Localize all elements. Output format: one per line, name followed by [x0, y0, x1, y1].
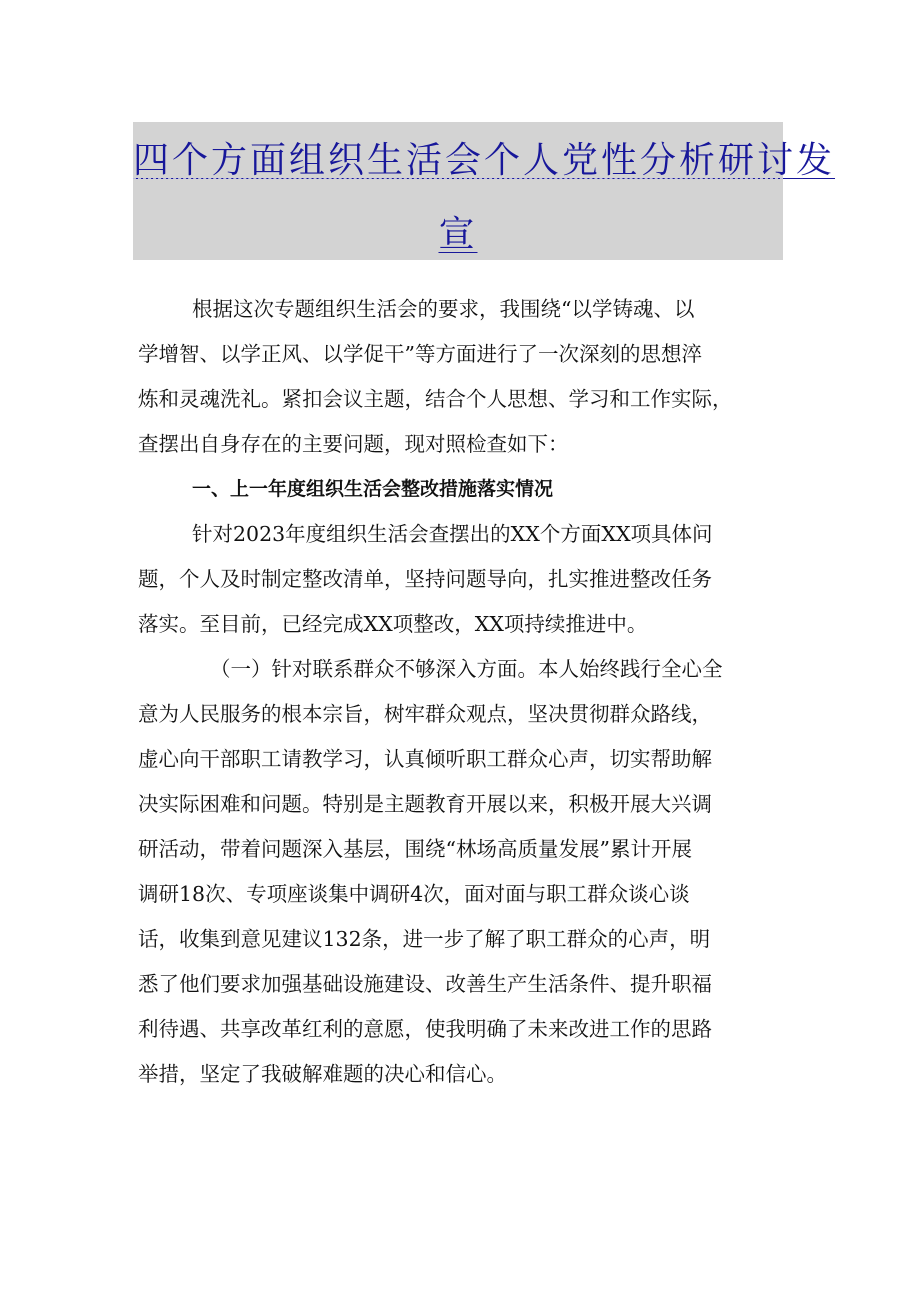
intro-line: 根据这次专题组织生活会的要求，我围绕“以学铸魂、以	[192, 297, 695, 321]
section-paragraph-line: 落实。至目前，已经完成XX项整改，XX项持续推进中。	[138, 612, 648, 636]
subsection-paragraph-line: 虚心向干部职工请教学习，认真倾听职工群众心声，切实帮助解	[138, 747, 712, 771]
document-body	[138, 287, 786, 1097]
document-title-line-1: 四个方面组织生活会个人党性分析研讨发	[133, 140, 836, 181]
subsection-paragraph-line: 调研18次、专项座谈集中调研4次，面对面与职工群众谈心谈	[138, 882, 690, 906]
intro-line: 学增智、以学正风、以学促干”等方面进行了一次深刻的思想淬	[138, 342, 702, 366]
intro-line: 查摆出自身存在的主要问题，现对照检查如下：	[138, 432, 569, 456]
title-divider	[133, 178, 783, 179]
subsection-paragraph-line: 研活动，带着问题深入基层，围绕“林场高质量发展”累计开展	[138, 837, 692, 861]
intro-line: 炼和灵魂洗礼。紧扣会议主题，结合个人思想、学习和工作实际，	[138, 387, 733, 411]
section-paragraph-line: 题，个人及时制定整改清单，坚持问题导向，扎实推进整改任务	[138, 567, 712, 591]
subsection-paragraph-line: （一）针对联系群众不够深入方面。本人始终践行全心全	[210, 657, 723, 681]
document-title-line-2: 宣	[438, 214, 478, 255]
subsection-paragraph-line: 话，收集到意见建议132条，进一步了解了职工群众的心声，明	[138, 927, 711, 951]
title-banner	[133, 122, 836, 260]
subsection-paragraph-line: 举措，坚定了我破解难题的决心和信心。	[138, 1062, 507, 1086]
subsection-paragraph-line: 悉了他们要求加强基础设施建设、改善生产生活条件、提升职福	[138, 972, 712, 996]
subsection-paragraph-line: 意为人民服务的根本宗旨，树牢群众观点，坚决贯彻群众路线，	[138, 702, 712, 726]
section-paragraph-line: 针对2023年度组织生活会查摆出的XX个方面XX项具体问	[192, 522, 713, 546]
section-heading: 一、上一年度组织生活会整改措施落实情况	[192, 478, 554, 500]
subsection-paragraph-line: 利待遇、共享改革红利的意愿，使我明确了未来改进工作的思路	[138, 1017, 712, 1041]
subsection-paragraph-line: 决实际困难和问题。特别是主题教育开展以来，积极开展大兴调	[138, 792, 712, 816]
